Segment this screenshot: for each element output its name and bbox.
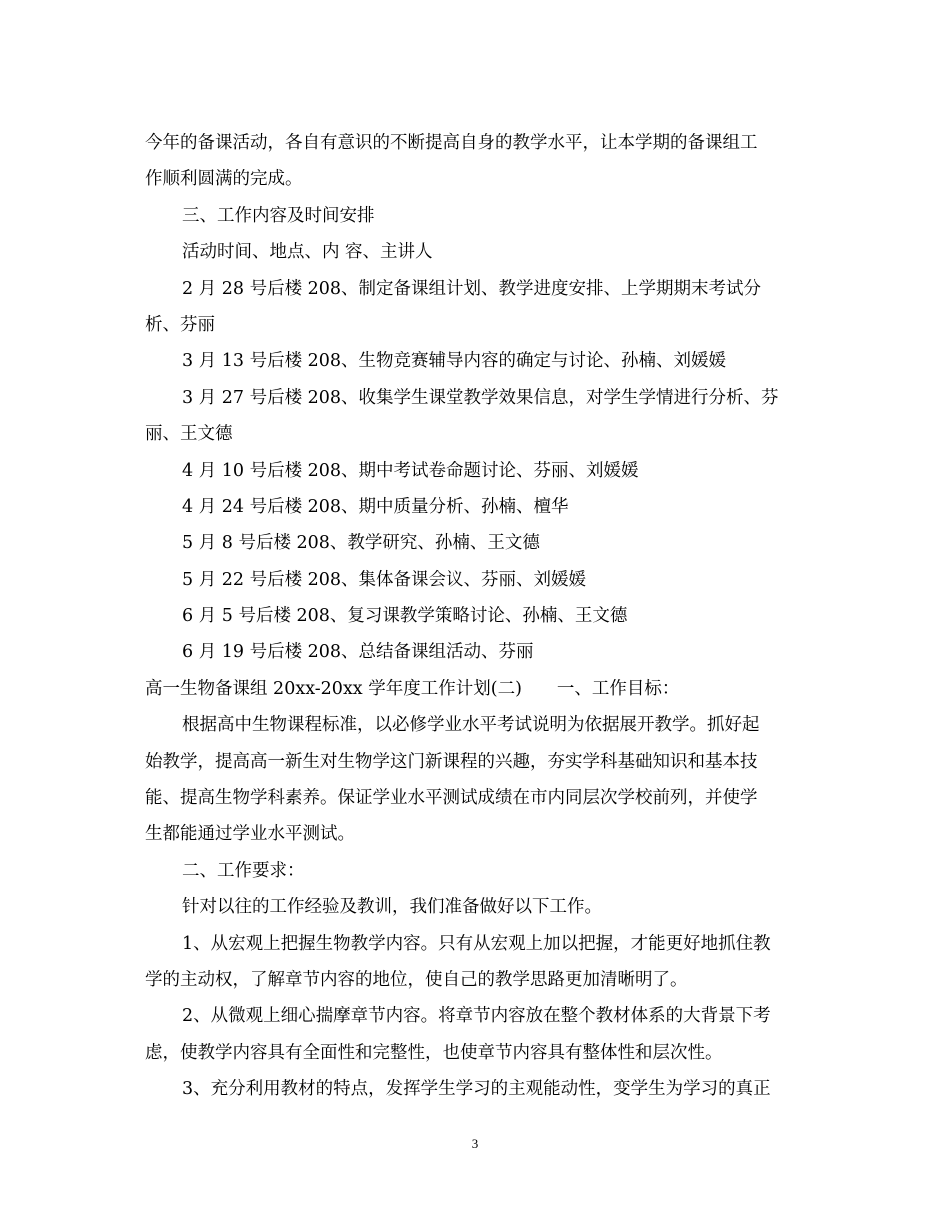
text-line: 学的主动权，了解章节内容的地位，使自己的教学思路更加清晰明了。 (145, 969, 688, 990)
text-line: 今年的备课活动，各自有意识的不断提高自身的教学水平，让本学期的备课组工 (145, 133, 758, 153)
text-line: 2、从微观上细心揣摩章节内容。将章节内容放在整个教材体系的大背景下考 (182, 1006, 771, 1027)
text-line: 4 月 24 号后楼 208、期中质量分析、孙楠、檀华 (182, 496, 569, 517)
text-line: 根据高中生物课程标准，以必修学业水平考试说明为依据展开教学。抓好起 (182, 715, 760, 736)
text-line: 3 月 27 号后楼 208、收集学生课堂教学效果信息，对学生学情进行分析、芬 (182, 387, 779, 408)
text-line: 4 月 10 号后楼 208、期中考试卷命题讨论、芬丽、刘媛媛 (182, 460, 639, 481)
text-line: 能、提高生物学科素养。保证学业水平测试成绩在市内同层次学校前列，并使学 (145, 788, 758, 809)
text-line: 5 月 22 号后楼 208、集体备课会议、芬丽、刘媛媛 (182, 569, 587, 590)
text-line: 6 月 5 号后楼 208、复习课教学策略讨论、孙楠、王文德 (182, 606, 628, 627)
text-line: 高一生物备课组 20xx-20xx 学年度工作计划(二) 一、工作目标： (145, 678, 680, 699)
document-body (145, 125, 815, 1108)
text-line: 活动时间、地点、内 容、主讲人 (182, 242, 433, 263)
text-line: 虑，使教学内容具有全面性和完整性，也使章节内容具有整体性和层次性。 (145, 1042, 723, 1063)
text-line: 生都能通过学业水平测试。 (145, 824, 355, 845)
page-number: 3 (471, 1136, 479, 1151)
text-line: 2 月 28 号后楼 208、制定备课组计划、教学进度安排、上学期期末考试分 (182, 278, 762, 299)
text-line: 3、充分利用教材的特点，发挥学生学习的主观能动性，变学生为学习的真正 (182, 1079, 771, 1100)
text-line: 6 月 19 号后楼 208、总结备课组活动、芬丽 (182, 642, 534, 663)
text-line: 始教学，提高高一新生对生物学这门新课程的兴趣，夯实学科基础知识和基本技 (145, 751, 758, 772)
text-line: 二、工作要求： (182, 860, 305, 881)
text-line: 析、芬丽 (145, 314, 215, 335)
text-line: 针对以往的工作经验及教训，我们准备做好以下工作。 (182, 897, 602, 918)
text-line: 作顺利圆满的完成。 (145, 169, 303, 190)
text-line: 丽、王文德 (145, 424, 233, 445)
text-line: 1、从宏观上把握生物教学内容。只有从宏观上加以把握，才能更好地抓住教 (182, 933, 771, 954)
text-line: 3 月 13 号后楼 208、生物竞赛辅导内容的确定与讨论、孙楠、刘媛媛 (182, 351, 727, 372)
text-line: 三、工作内容及时间安排 (182, 205, 375, 226)
text-line: 5 月 8 号后楼 208、教学研究、孙楠、王文德 (182, 533, 540, 554)
